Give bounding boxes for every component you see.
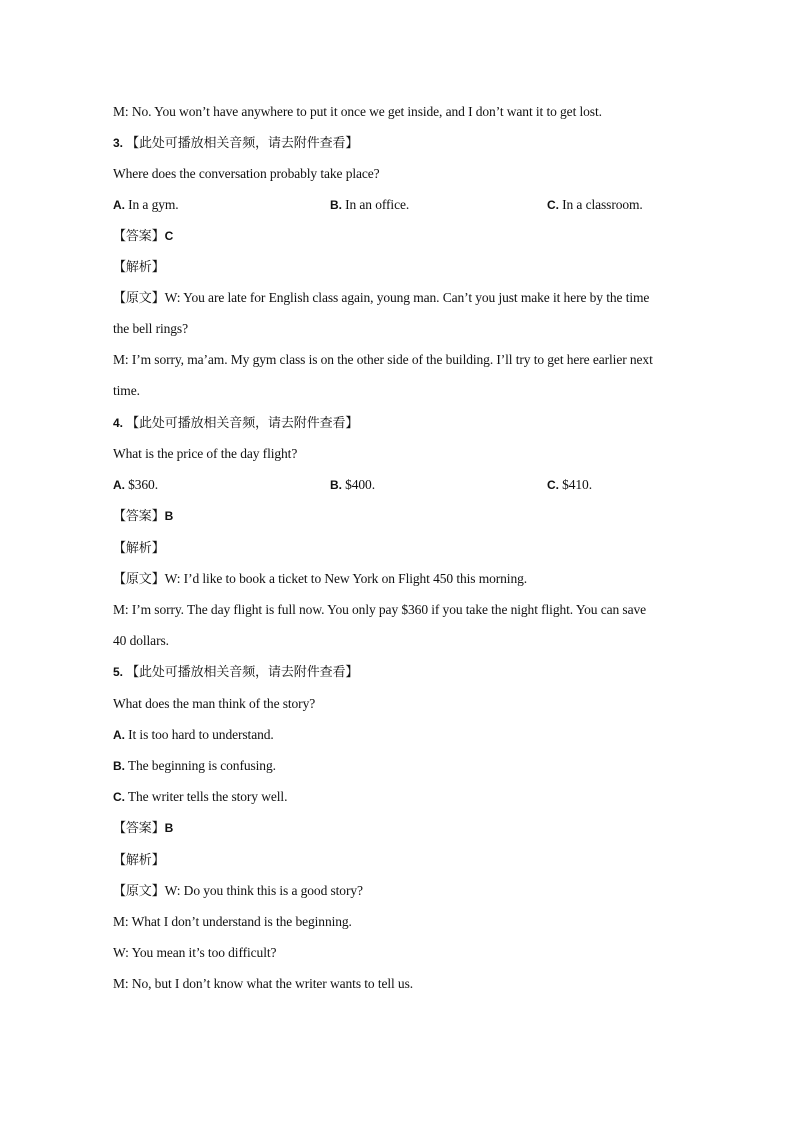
script-text: W: I’d like to book a ticket to New York on Flight 450 this morning. xyxy=(164,571,528,586)
option-text: The beginning is confusing. xyxy=(127,758,276,773)
answer-label: 【答案】 xyxy=(113,821,165,836)
answer-label: 【答案】 xyxy=(113,229,165,244)
script-line: M: I’m sorry, ma’am. My gym class is on the other side of the building. I’ll try to get here earlier next xyxy=(113,352,653,367)
script-text: W: Do you think this is a good story? xyxy=(164,883,363,898)
analysis-label-text: 【解析】 xyxy=(113,541,165,556)
script-line: 40 dollars. xyxy=(113,633,169,648)
audio-attachment-note: 【此处可播放相关音频，请去附件查看】 xyxy=(126,665,359,680)
option-text: The writer tells the story well. xyxy=(127,789,288,804)
option-text: $410. xyxy=(562,477,592,492)
script-label: 【原文】 xyxy=(113,884,165,899)
question-5-text: What does the man think of the story? xyxy=(113,696,316,711)
answer-line xyxy=(113,506,693,527)
question-4-text: What is the price of the day flight? xyxy=(113,446,298,461)
option-letter: A. xyxy=(113,728,125,742)
analysis-label-text: 【解析】 xyxy=(113,853,165,868)
analysis-label-text: 【解析】 xyxy=(113,260,165,275)
option-a xyxy=(113,725,693,745)
script-line: M: No. You won’t have anywhere to put it once we get inside, and I don’t want it to get lost. xyxy=(113,104,602,119)
analysis-label xyxy=(113,850,693,871)
audio-attachment-note: 【此处可播放相关音频，请去附件查看】 xyxy=(126,136,359,151)
question-number: 5. xyxy=(113,665,123,679)
audio-attachment-note: 【此处可播放相关音频，请去附件查看】 xyxy=(126,416,359,431)
script-line: M: What I don’t understand is the beginning. xyxy=(113,914,352,929)
option-text: In a gym. xyxy=(128,197,179,212)
question-number: 4. xyxy=(113,416,123,430)
script-line: W: You mean it’s too difficult? xyxy=(113,945,277,960)
script-line: the bell rings? xyxy=(113,321,188,336)
option-a xyxy=(113,195,179,215)
answer-label: 【答案】 xyxy=(113,509,165,524)
script-line: time. xyxy=(113,383,140,398)
option-text: $360. xyxy=(128,477,158,492)
option-text: In an office. xyxy=(345,197,410,212)
question-3-header xyxy=(113,133,693,154)
option-letter: C. xyxy=(547,478,559,492)
script-line xyxy=(113,569,693,590)
option-text: It is too hard to understand. xyxy=(128,727,274,742)
script-label: 【原文】 xyxy=(113,291,165,306)
script-line xyxy=(113,881,693,902)
question-3-text: Where does the conversation probably take place? xyxy=(113,166,380,181)
script-text: W: You are late for English class again, young man. Can’t you just make it here by the time xyxy=(164,290,650,305)
option-b xyxy=(113,756,693,776)
answer-value: B xyxy=(164,509,174,523)
option-letter: A. xyxy=(113,478,125,492)
option-c xyxy=(547,475,592,495)
script-line xyxy=(113,288,693,309)
option-text: $400. xyxy=(345,477,375,492)
option-letter: A. xyxy=(113,198,125,212)
analysis-label xyxy=(113,538,693,559)
answer-line xyxy=(113,818,693,839)
option-c xyxy=(113,787,693,807)
option-a xyxy=(113,475,158,495)
option-letter: C. xyxy=(547,198,559,212)
option-letter: C. xyxy=(113,790,125,804)
option-b xyxy=(330,475,375,495)
question-number: 3. xyxy=(113,136,123,150)
script-line: M: I’m sorry. The day flight is full now. You only pay $360 if you take the night flight. You can save xyxy=(113,602,647,617)
option-letter: B. xyxy=(330,198,342,212)
option-b xyxy=(330,195,409,215)
option-letter: B. xyxy=(113,759,125,773)
answer-line xyxy=(113,226,693,247)
analysis-label xyxy=(113,257,693,278)
option-letter: B. xyxy=(330,478,342,492)
option-text: In a classroom. xyxy=(562,197,643,212)
answer-value: B xyxy=(164,821,174,835)
option-c xyxy=(547,195,643,215)
script-line: M: No, but I don’t know what the writer wants to tell us. xyxy=(113,976,414,991)
answer-value: C xyxy=(164,229,174,243)
question-5-header xyxy=(113,662,693,683)
question-4-header xyxy=(113,413,693,434)
script-label: 【原文】 xyxy=(113,572,165,587)
